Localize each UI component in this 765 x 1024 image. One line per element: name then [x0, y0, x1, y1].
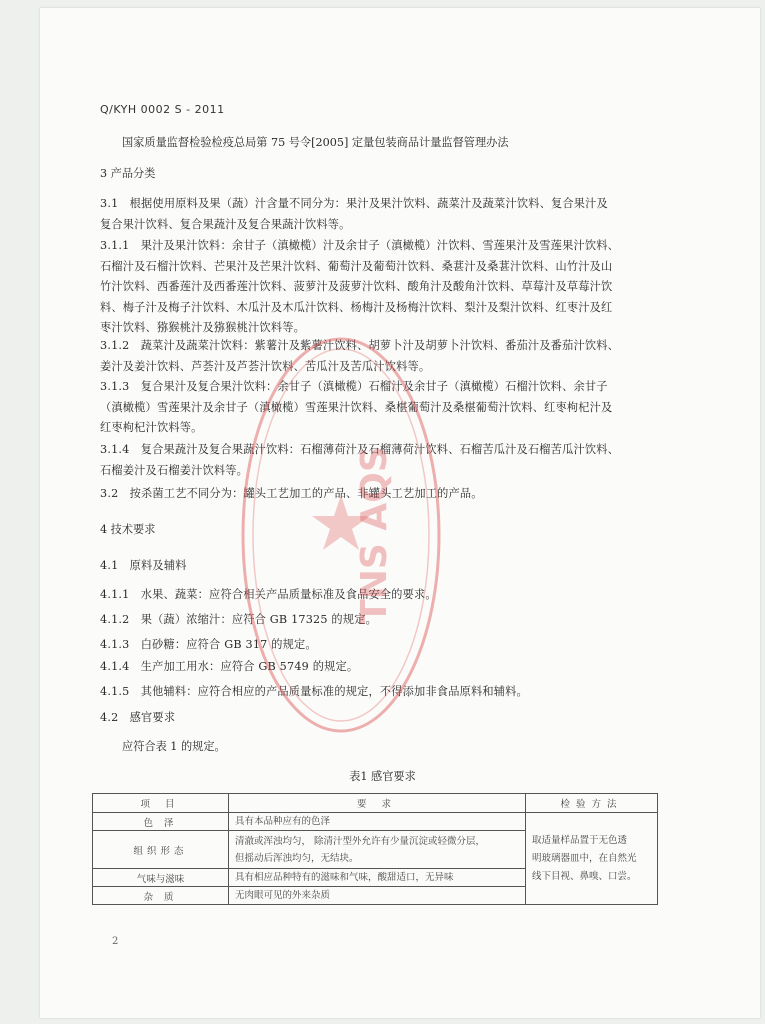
clause-3-1-3: 3.1.3 复合果汁及复合果汁饮料：余甘子（滇橄榄）石榴汁及余甘子（滇橄榄）石榴汁饮料、余甘子 （滇橄榄）雪莲果汁及余甘子（滇橄榄）雪莲果汁饮料、桑椹葡萄汁及桑椹葡萄汁饮料、红枣枸杞汁及 红枣枸杞汁饮料等。 — [100, 380, 613, 434]
clause-4-1-3: 4.1.3 白砂糖：应符合 GB 317 的规定。 — [100, 638, 317, 651]
sensory-requirements-table — [92, 793, 658, 905]
row-item: 杂 质 — [93, 887, 229, 905]
clause-3-1-4: 3.1.4 复合果蔬汁及复合果蔬汁饮料：石榴薄荷汁及石榴薄荷汁饮料、石榴苦瓜汁及石榴苦瓜汁饮料、 石榴姜汁及石榴姜汁饮料等。 — [100, 443, 620, 477]
row-requirement: 具有本品种应有的色泽 — [228, 813, 525, 831]
row-item: 气味与滋味 — [93, 869, 229, 887]
clause-4-2-text: 应符合表 1 的规定。 — [122, 740, 226, 753]
header-requirement: 要 求 — [228, 794, 525, 813]
clause-3-1-1: 3.1.1 果汁及果汁饮料：余甘子（滇橄榄）汁及余甘子（滇橄榄）汁饮料、雪莲果汁及雪莲果汁饮料、 石榴汁及石榴汁饮料、芒果汁及芒果汁饮料、葡萄汁及葡萄汁饮料、桑葚汁及桑葚汁饮料、山竹汁及山 竹汁饮料、西番莲汁及西番莲汁饮料、菠萝汁及菠萝汁饮料、酸角汁及酸角汁饮料、草莓汁及草莓汁饮 料、梅子汁及梅子汁饮料、木瓜汁及木瓜汁饮料、杨梅汁及杨梅汁饮料、梨汁及梨汁饮料、红枣汁及红 枣汁饮料、猕猴桃汁及猕猴桃汁饮料等。 — [100, 239, 620, 334]
clause-4-1-2: 4.1.2 果（蔬）浓缩汁：应符合 GB 17325 的规定。 — [100, 613, 377, 626]
table-caption: 表1 感官要求 — [349, 770, 416, 783]
header-item: 项 目 — [93, 794, 229, 813]
document-id: Q/KYH 0002 S - 2011 — [100, 103, 225, 116]
inspection-method: 取适量样品置于无色透 明玻璃器皿中，在自然光 线下目视、鼻嗅、口尝。 — [526, 813, 658, 905]
clause-4-1-4: 4.1.4 生产加工用水：应符合 GB 5749 的规定。 — [100, 660, 359, 673]
clause-3-2: 3.2 按杀菌工艺不同分为：罐头工艺加工的产品、非罐头工艺加工的产品。 — [100, 487, 483, 500]
row-item: 组织形态 — [93, 831, 229, 869]
row-requirement: 具有相应品种特有的滋味和气味，酸甜适口，无异味 — [228, 869, 525, 887]
section-3-heading: 3 产品分类 — [100, 167, 156, 180]
header-method: 检验方法 — [526, 794, 658, 813]
clause-4-1-1: 4.1.1 水果、蔬菜：应符合相关产品质量标准及食品安全的要求。 — [100, 588, 437, 601]
page-number: 2 — [112, 936, 119, 947]
row-item: 色 泽 — [93, 813, 229, 831]
clause-3-1-2: 3.1.2 蔬菜汁及蔬菜汁饮料：紫薯汁及紫薯汁饮料、胡萝卜汁及胡萝卜汁饮料、番茄汁及番茄汁饮料、 姜汁及姜汁饮料、芦荟汁及芦荟汁饮料、苦瓜汁及苦瓜汁饮料等。 — [100, 339, 620, 373]
reference-line: 国家质量监督检验检疫总局第 75 号令[2005] 定量包装商品计量监督管理办法 — [122, 136, 509, 149]
clause-4-2: 4.2 感官要求 — [100, 711, 176, 724]
clause-4-1-5: 4.1.5 其他辅料：应符合相应的产品质量标准的规定，不得添加非食品原料和辅料。 — [100, 685, 528, 698]
clause-4-1: 4.1 原料及辅料 — [100, 559, 187, 572]
row-requirement: 清澈或浑浊均匀， 除清汁型外允许有少量沉淀或轻微分层， 但摇动后浑浊均匀，无结块。 — [228, 831, 525, 869]
table-row — [93, 813, 658, 831]
row-requirement: 无肉眼可见的外来杂质 — [228, 887, 525, 905]
clause-3-1: 3.1 根据使用原料及果（蔬）汁含量不同分为：果汁及果汁饮料、蔬菜汁及蔬菜汁饮料、复合果汁及 复合果汁饮料、复合果蔬汁及复合果蔬汁饮料等。 — [100, 197, 608, 231]
section-4-heading: 4 技术要求 — [100, 523, 156, 536]
table-header-row — [93, 794, 658, 813]
stamp-text: TNS AQS — [354, 446, 395, 624]
